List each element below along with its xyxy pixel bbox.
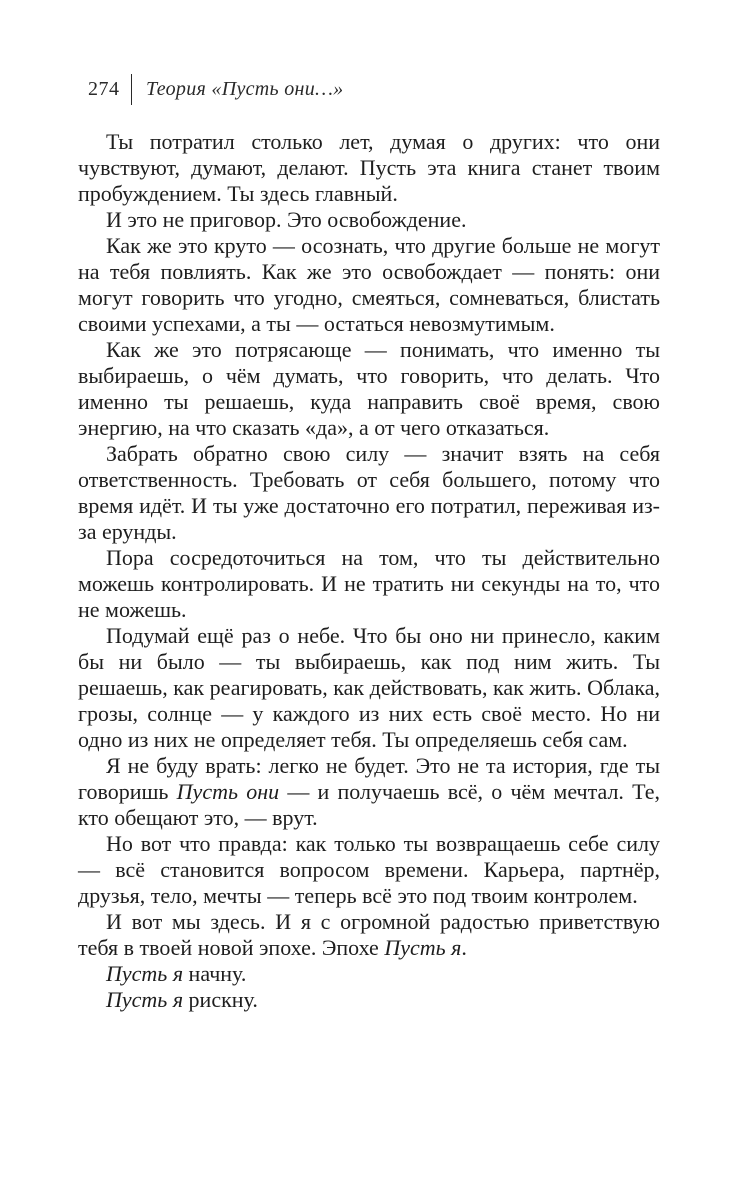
text-run: Как же это потрясающе — понимать, что именно ты выбираешь, о чём думать, что говорить, что делать. Что именно ты решаешь, куда направить своё время, свою энергию, на что сказать «да», а от чего отказаться. (78, 337, 660, 440)
paragraph (78, 337, 660, 441)
italic-text-run: Пусть они (176, 779, 280, 804)
paragraph (78, 909, 660, 961)
text-run: рискну. (183, 987, 258, 1012)
paragraph (78, 545, 660, 623)
paragraph (78, 831, 660, 909)
paragraph (78, 961, 660, 987)
text-run: Забрать обратно свою силу — значит взять на себя ответственность. Требовать от себя большего, потому что время идёт. И ты уже достаточно его потратил, переживая из-за ерунды. (78, 441, 660, 544)
italic-text-run: Пусть я (106, 961, 184, 986)
text-run: Пора сосредоточиться на том, что ты действительно можешь контролировать. И не тратить ни секунды на то, что не можешь. (78, 545, 660, 622)
paragraph (78, 233, 660, 337)
running-header (88, 74, 343, 105)
text-run: И вот мы здесь. И я с огромной радостью приветствую тебя в твоей новой эпохе. Эпохе (78, 909, 660, 960)
paragraph (78, 207, 660, 233)
running-title: Теория «Пусть они…» (146, 78, 344, 100)
paragraph (78, 129, 660, 207)
text-run: Но вот что правда: как только ты возвращаешь себе силу — всё становится вопросом времени. Карьера, партнёр, друзья, тело, мечты — теперь всё это под твоим контролем. (78, 831, 660, 908)
text-run: начну. (183, 961, 247, 986)
text-run: Ты потратил столько лет, думая о других: что они чувствуют, думают, делают. Пусть эта книга станет твоим пробуждением. Ты здесь главный. (78, 129, 660, 206)
paragraph (78, 441, 660, 545)
paragraph (78, 987, 660, 1013)
page-body (78, 129, 660, 1013)
page-number: 274 (88, 78, 120, 100)
paragraph (78, 623, 660, 753)
italic-text-run: Пусть я (384, 935, 462, 960)
italic-text-run: Пусть я (106, 987, 184, 1012)
text-run: Я не буду врать: легко не будет. Это не та история, где ты говоришь (78, 753, 660, 804)
header-divider (131, 74, 133, 105)
paragraph (78, 753, 660, 831)
text-run: — и получаешь всё, о чём мечтал. Те, кто обещают это, — врут. (78, 779, 660, 830)
text-run: Как же это круто — осознать, что другие больше не могут на тебя повлиять. Как же это освобождает — понять: они могут говорить что угодно, смеяться, сомневаться, блистать своими успехами, а ты — остаться невозмутимым. (78, 233, 660, 336)
text-run: . (461, 935, 467, 960)
text-run: Подумай ещё раз о небе. Что бы оно ни принесло, каким бы ни было — ты выбираешь, как под ним жить. Ты решаешь, как реагировать, как действовать, как жить. Облака, грозы, солнце — у каждого из них есть своё место. Но ни одно из них не определяет тебя. Ты определяешь себя сам. (78, 623, 660, 752)
text-run: И это не приговор. Это освобождение. (106, 207, 467, 232)
